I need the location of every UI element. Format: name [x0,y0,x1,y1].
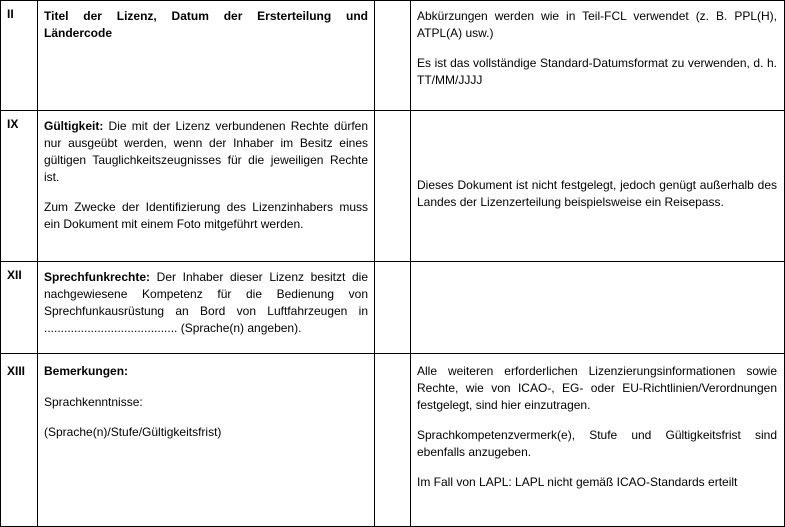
description-paragraph [44,269,368,337]
remarks-paragraph: Dieses Dokument ist nicht festgelegt, jedoch genügt außerhalb des Landes der Lizenzerteilung beispielsweise ein Reisepass. [417,178,777,209]
row-heading: Sprechfunkrechte: [44,270,151,284]
row-heading: Titel der Lizenz, Datum der Ersterteilung und Ländercode [44,9,368,40]
remarks-paragraph: Im Fall von LAPL: LAPL nicht gemäß ICAO-Standards erteilt [417,475,738,489]
description-paragraph: Zum Zwecke der Identifizierung des Lizenzinhabers muss ein Dokument mit einem Foto mitgeführt werden. [44,200,368,231]
blank-column [375,354,411,527]
row-remarks [411,262,785,354]
row-number: II [1,1,38,111]
row-number: IX [1,111,38,262]
row-remarks [411,354,785,527]
blank-column [375,111,411,262]
blank-column [375,262,411,354]
row-number: XIII [1,354,38,527]
table-row [1,1,785,111]
description-paragraph [44,118,368,186]
description-paragraph: Sprachkenntnisse: [44,395,143,409]
description-paragraph: (Sprache(n)/Stufe/Gültigkeitsfrist) [44,425,222,439]
row-description [38,354,375,527]
row-heading: Bemerkungen: [44,364,129,378]
remarks-paragraph: Sprachkompetenzvermerk(e), Stufe und Gültigkeitsfrist sind ebenfalls anzugeben. [417,428,777,459]
row-remarks [411,1,785,111]
remarks-paragraph: Abkürzungen werden wie in Teil-FCL verwendet (z. B. PPL(H), ATPL(A) usw.) [417,9,777,40]
blank-column [375,1,411,111]
row-description [38,262,375,354]
remarks-paragraph: Alle weiteren erforderlichen Lizenzierungsinformationen sowie Rechte, wie von ICAO-, EG- oder EU-Richtlinien/Verordnungen festgelegt, sind hier einzutragen. [417,364,777,412]
row-heading: Gültigkeit: [44,119,104,133]
table-row [1,262,785,354]
row-description [38,1,375,111]
description-text: Der Inhaber dieser Lizenz besitzt die nachgewiesene Kompetenz für die Bedienung von Sprechfunkausrüstung an Bord von Luftfahrzeugen in ........................................ (Sprache(n) angeben). [44,270,368,335]
table-row [1,354,785,527]
row-number: XII [1,262,38,354]
description-text: Die mit der Lizenz verbundenen Rechte dürfen nur ausgeübt werden, wenn der Inhaber im Besitz eines gültigen Tauglichkeitszeugnisses für die jeweiligen Rechte ist. [44,119,368,184]
table-row [1,111,785,262]
row-remarks [411,111,785,262]
remarks-paragraph: Es ist das vollständige Standard-Datumsformat zu verwenden, d. h. TT/MM/JJJJ [417,56,777,87]
row-description [38,111,375,262]
